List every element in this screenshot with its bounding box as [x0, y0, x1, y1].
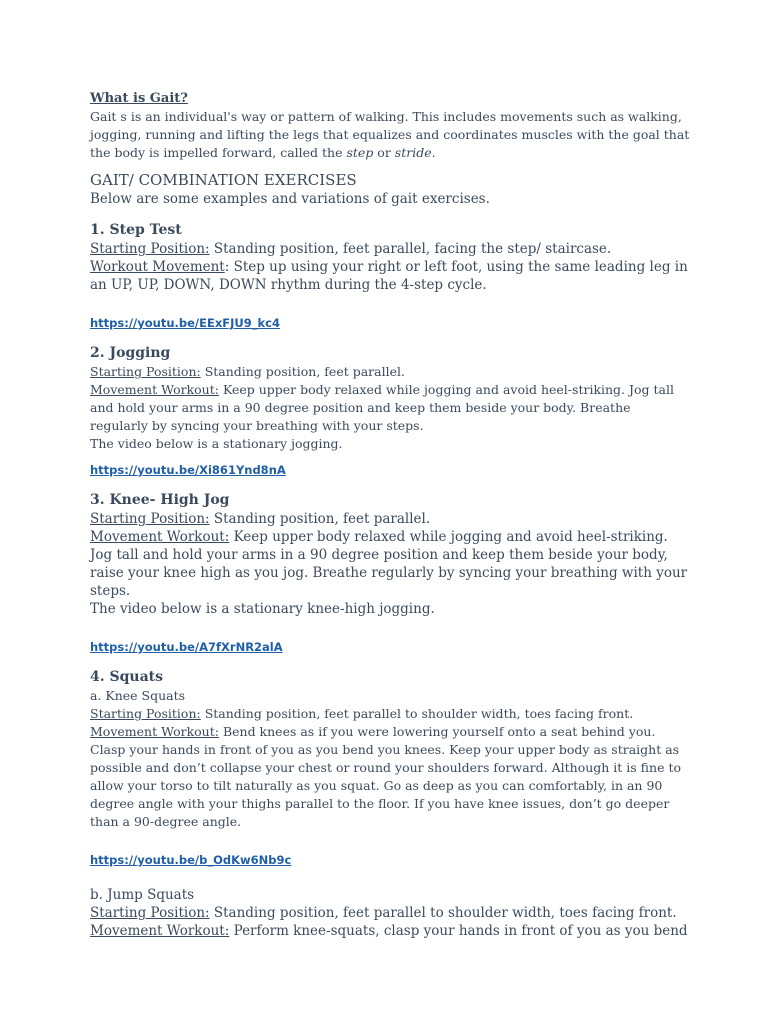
knee-squats-subheading: a. Knee Squats [90, 688, 186, 703]
movement-workout-label: Movement Workout: [90, 923, 230, 939]
starting-position-text: Standing position, feet parallel. [209, 511, 431, 527]
starting-position-label: Starting Position: [90, 241, 210, 257]
step-test-heading: 1. Step Test [90, 222, 182, 238]
movement-workout-text: Perform knee-squats, clasp your hands in front of you as you bend [229, 923, 688, 939]
starting-position-text: Standing position, feet parallel, facing the step/ staircase. [209, 241, 612, 257]
workout-movement-text: : Step up using your right or left foot, using the same leading leg in an UP, UP, DOWN, DOWN rhythm during the 4-step cycle. [90, 259, 688, 293]
knee-squats-video-link[interactable]: https://youtu.be/b_OdKw6Nb9c [90, 853, 292, 867]
starting-position-text: Standing position, feet parallel. [200, 364, 405, 379]
section-heading: GAIT/ COMBINATION EXERCISES [90, 171, 357, 189]
section-intro: Below are some examples and variations of gait exercises. [90, 191, 490, 207]
jogging-video-link[interactable]: https://youtu.be/Xi861Ynd8nA [90, 463, 286, 477]
squats-heading: 4. Squats [90, 669, 163, 685]
period: . [431, 145, 436, 160]
term-step: step [346, 145, 374, 160]
movement-workout-text: Keep upper body relaxed while jogging and avoid heel-striking. Jog tall and hold your arms in a 90 degree position and keep them beside your body, raise your knee high as you jog. Breathe regularly by syncing your breathing with your steps. [90, 529, 688, 599]
starting-position-label: Starting Position: [90, 511, 210, 527]
movement-workout-label: Movement Workout: [90, 529, 230, 545]
knee-squats-starting-position [90, 705, 690, 723]
jump-squats-movement-workout [90, 922, 690, 940]
starting-position-text: Standing position, feet parallel to shoulder width, toes facing front. [209, 905, 677, 921]
jogging-heading: 2. Jogging [90, 345, 171, 361]
starting-position-label: Starting Position: [90, 905, 210, 921]
term-stride: stride [394, 145, 432, 160]
jogging-starting-position [90, 363, 690, 381]
jogging-movement-workout [90, 381, 690, 435]
knee-high-jog-heading: 3. Knee- High Jog [90, 492, 230, 508]
jump-squats-subheading: b. Jump Squats [90, 887, 195, 903]
document-body [90, 90, 690, 940]
term-or: or [373, 145, 395, 160]
knee-high-jog-video-link[interactable]: https://youtu.be/A7fXrNR2alA [90, 640, 283, 654]
step-test-workout-movement [90, 258, 690, 294]
starting-position-label: Starting Position: [90, 706, 201, 721]
what-is-gait-heading: What is Gait? [90, 91, 188, 106]
movement-workout-label: Movement Workout: [90, 382, 219, 397]
gait-definition-text: Gait s is an individual's way or pattern of walking. This includes movements such as walking, jogging, running and lifting the legs that equalizes and coordinates muscles with the goal that the body is impelled forward, called the [90, 109, 690, 160]
movement-workout-label: Movement Workout: [90, 724, 219, 739]
jump-squats-starting-position [90, 904, 690, 922]
step-test-video-link[interactable]: https://youtu.be/EExFJU9_kc4 [90, 316, 280, 330]
movement-workout-text: Bend knees as if you were lowering yourself onto a seat behind you. Clasp your hands in front of you as you bend you knees. Keep your upper body as straight as possible and don’t collapse your chest or round your shoulders forward. Although it is fine to allow your torso to tilt naturally as you squat. Go as deep as you can comfortably, in an 90 degree angle with your thighs parallel to the floor. If you have knee issues, don’t go deeper than a 90-degree angle. [90, 724, 681, 829]
knee-high-jog-video-note: The video below is a stationary knee-high jogging. [90, 601, 435, 617]
knee-squats-movement-workout [90, 723, 690, 831]
jogging-video-note: The video below is a stationary jogging. [90, 436, 343, 451]
movement-workout-text: Keep upper body relaxed while jogging and avoid heel-striking. Jog tall and hold your arms in a 90 degree position and keep them beside your body. Breathe regularly by syncing your breathing with your steps. [90, 382, 674, 433]
what-is-gait-paragraph [90, 108, 690, 162]
workout-movement-label: Workout Movement [90, 259, 225, 275]
knee-high-jog-starting-position [90, 510, 690, 528]
step-test-starting-position [90, 240, 690, 258]
starting-position-label: Starting Position: [90, 364, 201, 379]
starting-position-text: Standing position, feet parallel to shoulder width, toes facing front. [200, 706, 634, 721]
knee-high-jog-movement-workout [90, 528, 690, 600]
